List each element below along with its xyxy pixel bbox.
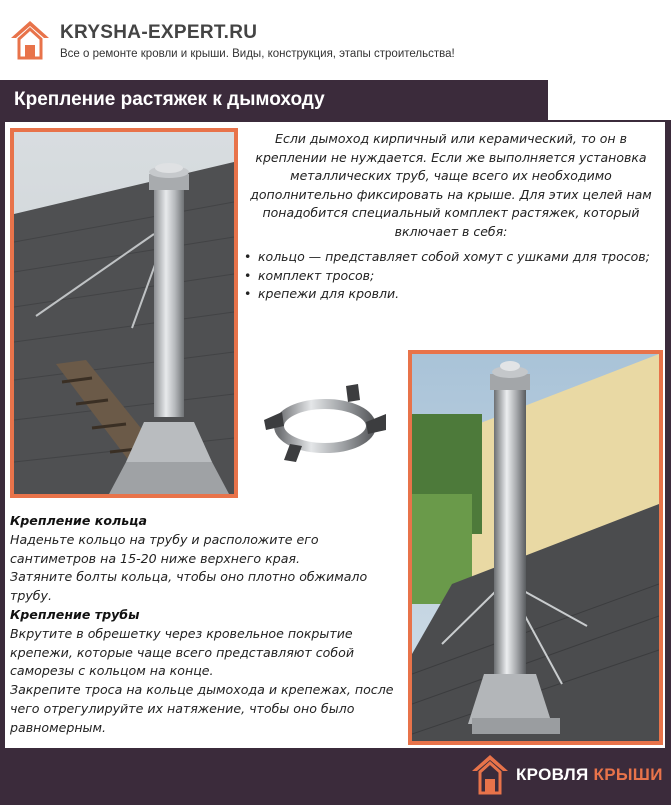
footer-brand[interactable] <box>516 765 663 785</box>
instructions <box>10 512 406 738</box>
list-item: • комплект тросов; <box>244 267 654 286</box>
house-logo-icon <box>8 18 52 62</box>
pipe-heading: Крепление трубы <box>10 606 140 622</box>
footer-house-icon <box>470 753 510 797</box>
footer-brand-part2: КРЫШИ <box>593 765 663 784</box>
title-bar <box>0 80 548 120</box>
kit-list <box>244 248 654 304</box>
intro-paragraph: Если дымоход кирпичный или керамический, то он в креплении не нуждается. Если же выполняется установка металлических труб, чаще всего их необходимо дополнительно фиксировать на крыше. Для этих целей нам понадобится специальный комплект растяжек, который включает в себя: <box>250 131 652 239</box>
site-header <box>0 0 671 80</box>
clamp-ring-image <box>262 382 388 466</box>
site-tagline: Все о ремонте кровли и крыши. Виды, конструкция, этапы строительства! <box>60 48 455 60</box>
list-item: • кольцо — представляет собой хомут с ушками для тросов; <box>244 248 654 267</box>
page-title: Крепление растяжек к дымоходу <box>14 89 325 110</box>
title-bar-right-spacer <box>548 80 671 120</box>
site-name[interactable]: KRYSHA-EXPERT.RU <box>60 22 258 43</box>
ring-step-1: Наденьте кольцо на трубу и расположите его сантиметров на 15-20 ниже верхнего края. <box>10 531 319 566</box>
chimney-guy-wires-photo <box>408 350 663 745</box>
ring-step-2: Затяните болты кольца, чтобы оно плотно обжимало трубу. <box>10 569 368 604</box>
pipe-step-2: Закрепите троса на кольце дымохода и крепежах, после чего отрегулируйте их натяжение, чтобы оно было равномерным. <box>10 682 394 735</box>
footer-brand-part1: КРОВЛЯ <box>516 765 589 784</box>
chimney-roof-photo <box>10 128 238 498</box>
ring-heading: Крепление кольца <box>10 513 147 528</box>
pipe-step-1: Вкрутите в обрешетку через кровельное покрытие крепежи, которые чаще всего представляют собой саморезы с кольцом на конце. <box>10 625 355 679</box>
list-item: • крепежи для кровли. <box>244 285 654 304</box>
